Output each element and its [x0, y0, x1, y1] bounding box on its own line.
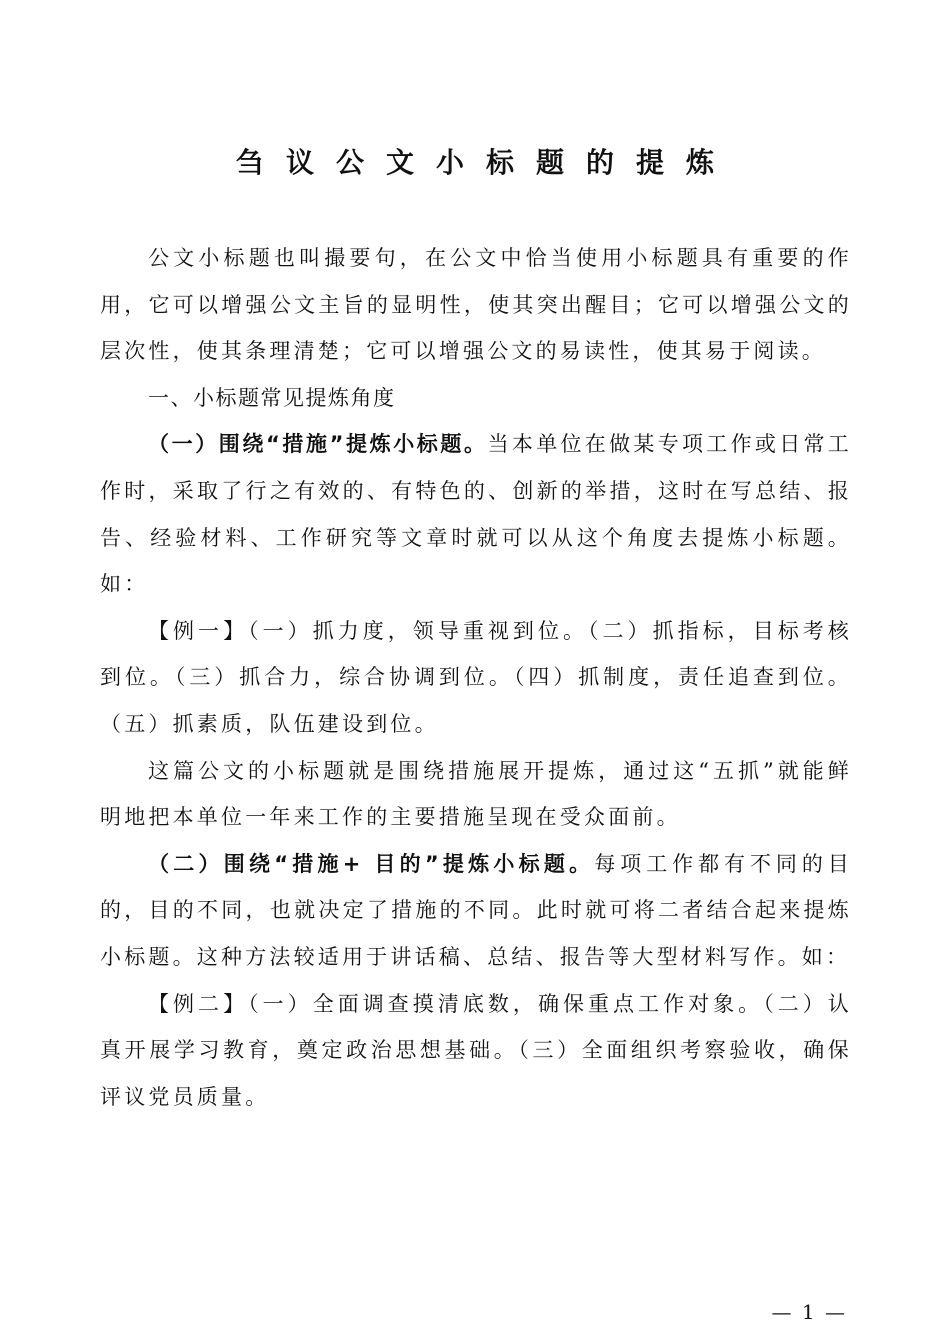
section-heading: 一、小标题常见提炼角度	[148, 385, 396, 410]
measures-paragraph	[100, 421, 852, 607]
explanation-paragraph: 这篇公文的小标题就是围绕措施展开提炼，通过这“五抓”就能鲜明地把本单位一年来工作的主要措施呈现在受众面前。	[100, 758, 852, 830]
measures-text: 当本单位在做某专项工作或日常工作时，采取了行之有效的、有特色的、创新的举措，这时在写总结、报告、经验材料、工作研究等文章时就可以从这个角度去提炼小标题。如：	[100, 432, 853, 597]
document-title: 刍议公文小标题的提炼	[235, 146, 736, 179]
measures-subheading: （一）围绕“措施”提炼小标题。	[148, 432, 488, 457]
measures-purpose-paragraph	[100, 841, 852, 981]
measures-purpose-subheading: （二）围绕“措施+ 目的”提炼小标题。	[148, 851, 595, 876]
intro-paragraph: 公文小标题也叫撮要句，在公文中恰当使用小标题具有重要的作用，它可以增强公文主旨的显明性，使其突出醒目；它可以增强公文的层次性，使其条理清楚；它可以增强公文的易读性，使其易于阅读。	[100, 246, 852, 364]
example-one-paragraph: 【例一】（一）抓力度，领导重视到位。（二）抓指标，目标考核到位。（三）抓合力，综合协调到位。（四）抓制度，责任追查到位。（五）抓素质，队伍建设到位。	[100, 618, 852, 736]
measures-purpose-text: 每项工作都有不同的目的，目的不同，也就决定了措施的不同。此时就可将二者结合起来提炼小标题。这种方法较适用于讲话稿、总结、报告等大型材料写作。如：	[100, 851, 853, 969]
page-number: — 1 —	[771, 1300, 847, 1324]
example-two-paragraph: 【例二】（一）全面调查摸清底数，确保重点工作对象。（二）认真开展学习教育，奠定政治思想基础。（三）全面组织考察验收，确保评议党员质量。	[100, 991, 852, 1109]
document-body	[100, 235, 852, 1120]
